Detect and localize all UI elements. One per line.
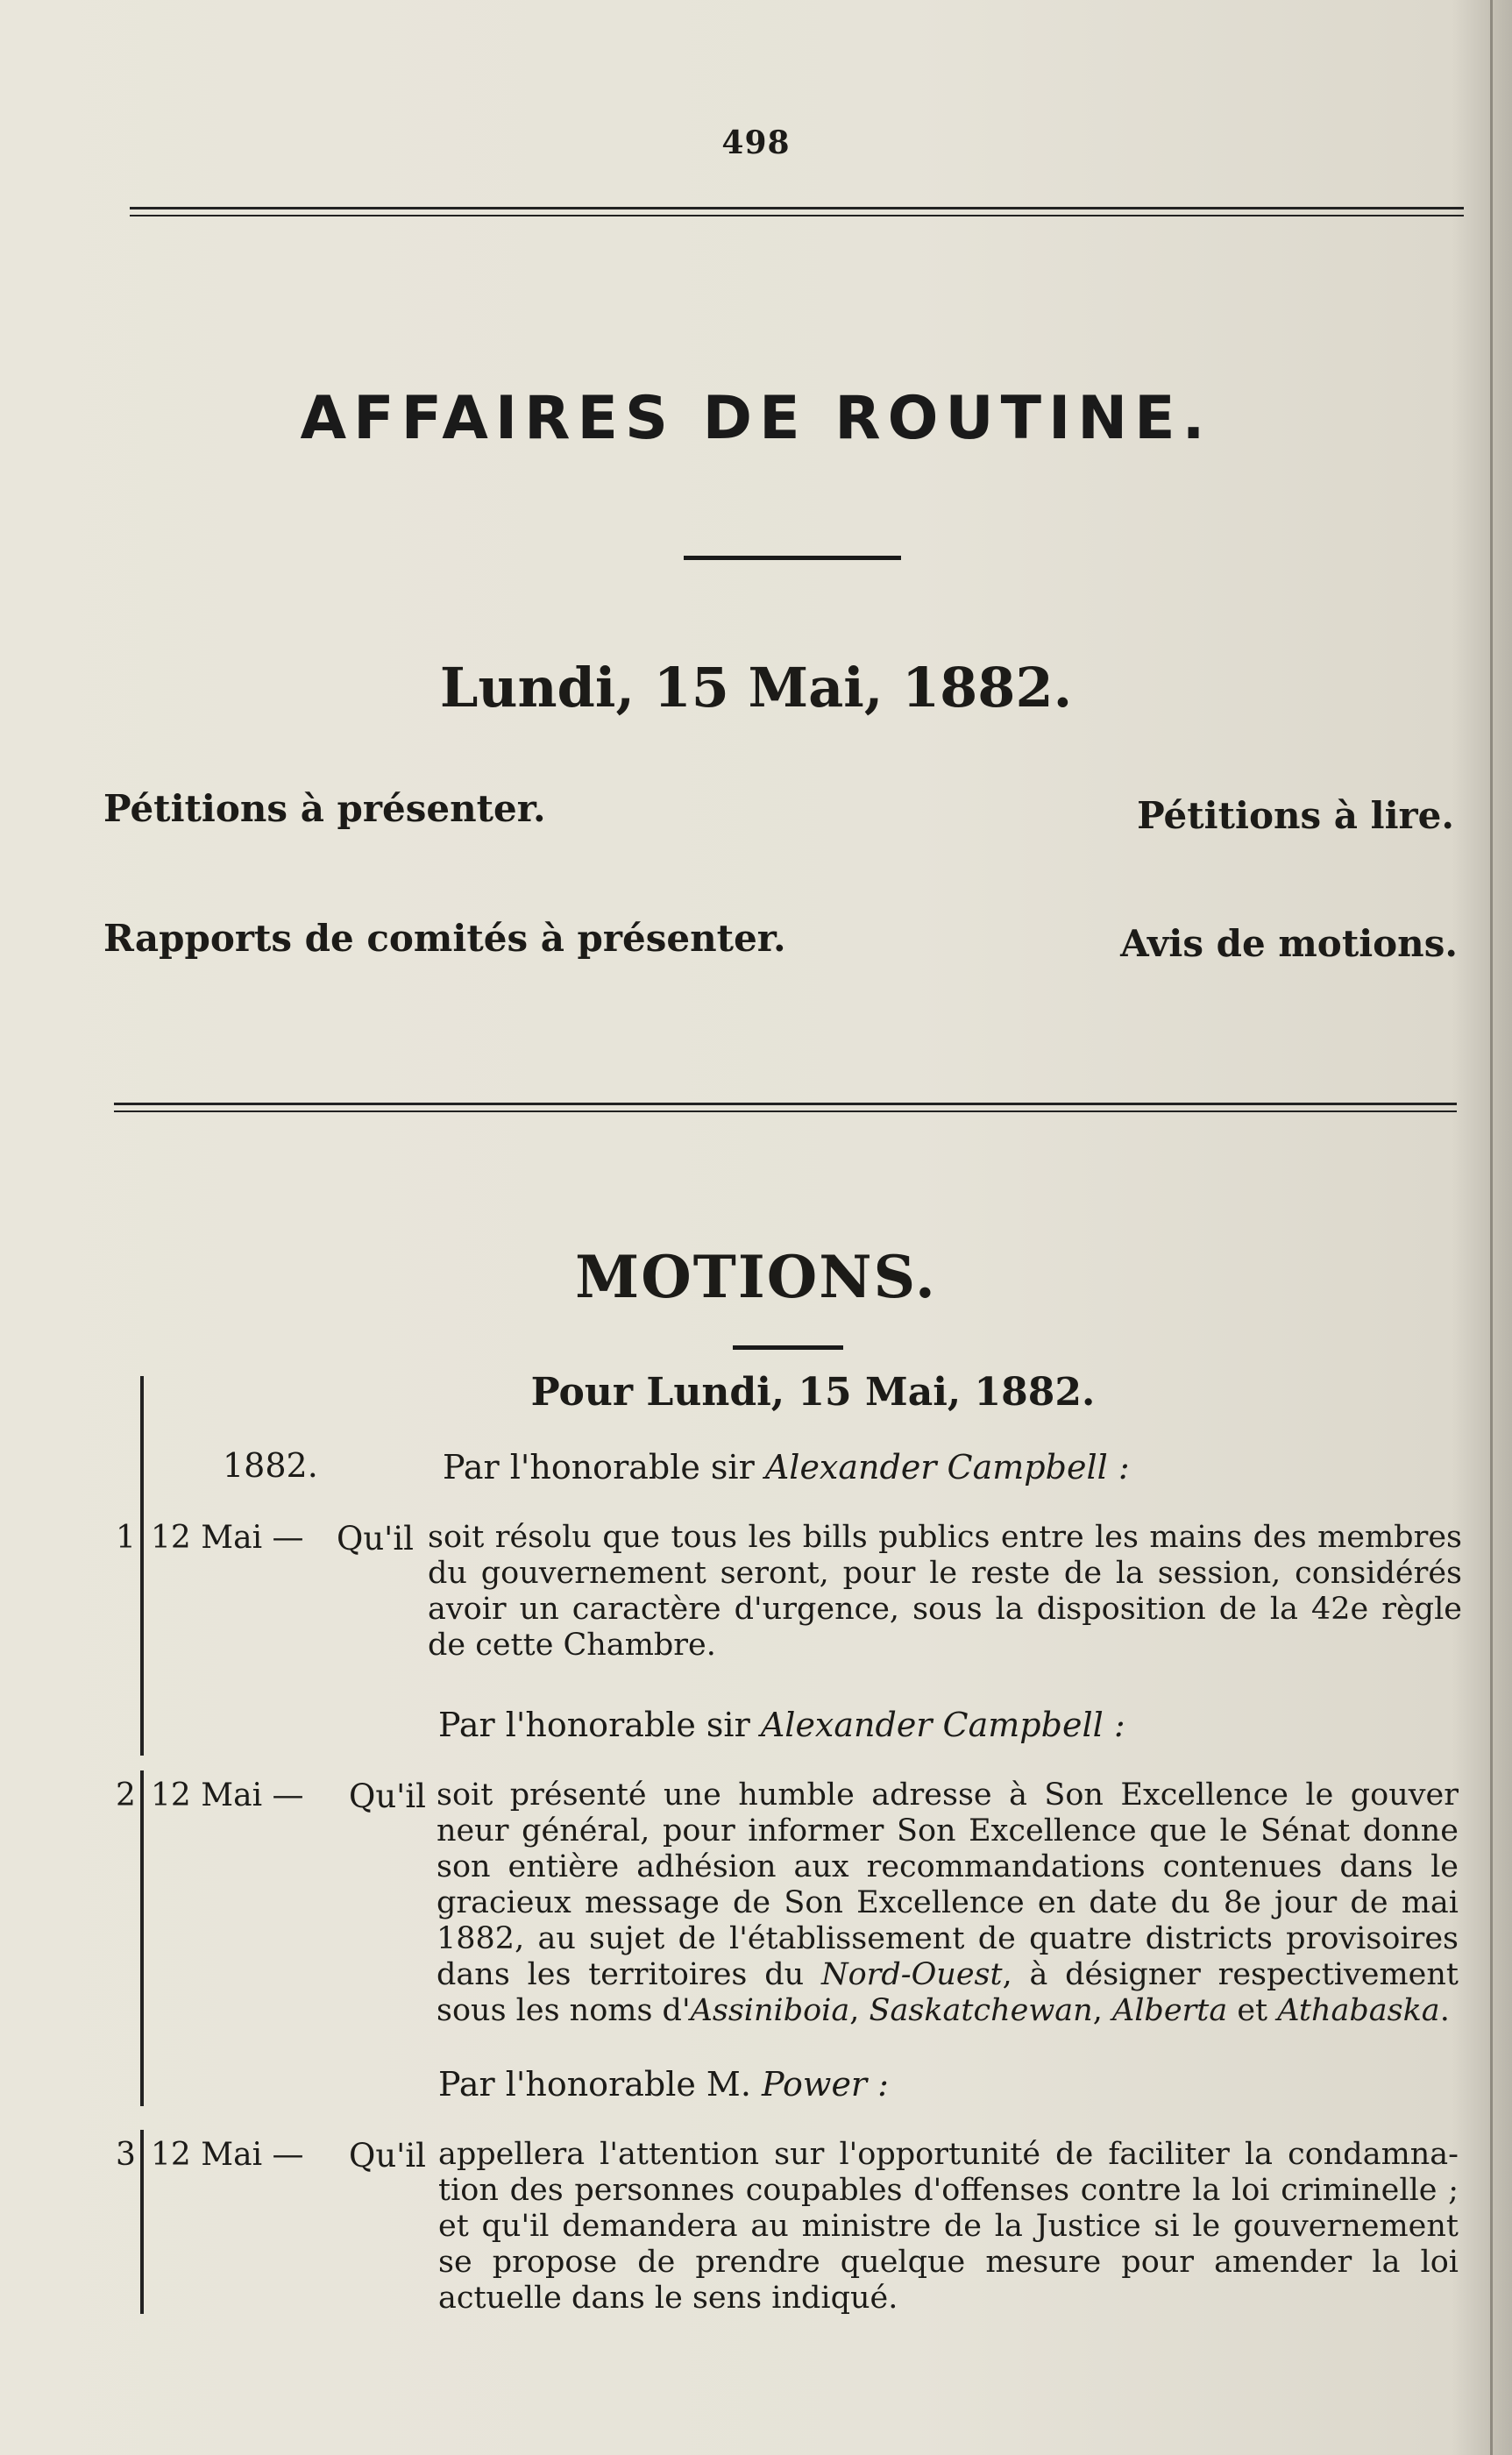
margin-rule-2 [140, 1770, 144, 2106]
motion-1-date: 12 Mai — [151, 1520, 304, 1556]
motion-3-number: 3 [116, 2137, 136, 2173]
motion-1-number: 1 [116, 1520, 136, 1556]
notices-label: Avis de motions. [1120, 922, 1458, 965]
motion-3-date: 12 Mai — [151, 2137, 304, 2173]
page-spine-edge [1490, 0, 1493, 2455]
motions-subtitle: Pour Lundi, 15 Mai, 1882. [530, 1370, 1096, 1415]
margin-rule-1 [140, 1376, 144, 1756]
motion-1-mover: Par l'honorable sir Alexander Campbell : [443, 1448, 1130, 1486]
text-line: avoir un caractère d'urgence, sous la disposition de la 42e règle [428, 1592, 1462, 1627]
text-line: appellera l'attention sur l'opportunité de faciliter la condamna- [438, 2137, 1459, 2172]
reports-present-label: Rapports de comités à présenter. [103, 917, 786, 960]
text-line: tion des personnes coupables d'offenses contre la loi criminelle ; [438, 2173, 1459, 2208]
motion-1-text [428, 1520, 1462, 1664]
text-line: sous les noms d'Assiniboia, Saskatchewan, Alberta et Athabaska. [437, 1993, 1450, 2028]
motion-2-lead: Qu'il [349, 1777, 427, 1815]
top-double-rule [130, 207, 1464, 216]
middle-double-rule [114, 1103, 1457, 1112]
motion-2-mover: Par l'honorable sir Alexander Campbell : [438, 1706, 1125, 1744]
petitions-read-label: Pétitions à lire. [1137, 794, 1454, 837]
motion-2-date: 12 Mai — [151, 1777, 304, 1813]
text-line: soit présenté une humble adresse à Son Excellence le gouver [437, 1777, 1459, 1813]
text-line: son entière adhésion aux recommandations contenues dans le [437, 1849, 1459, 1884]
motions-title: MOTIONS. [575, 1243, 937, 1311]
motion-3-text [438, 2137, 1459, 2317]
text-line: neur général, pour informer Son Excellence que le Sénat donne [437, 1813, 1459, 1848]
motion-3-lead: Qu'il [349, 2137, 427, 2175]
text-line: 1882, au sujet de l'établissement de quatre districts provisoires [437, 1921, 1459, 1956]
page-number: 498 [721, 124, 791, 161]
date-heading: Lundi, 15 Mai, 1882. [439, 656, 1073, 720]
text-line: et qu'il demandera au ministre de la Justice si le gouvernement [438, 2209, 1459, 2244]
text-line: actuelle dans le sens indiqué. [438, 2281, 898, 2316]
motion-1-lead: Qu'il [337, 1520, 415, 1557]
text-line: de cette Chambre. [428, 1628, 716, 1663]
motion-2-text [437, 1777, 1459, 2029]
petitions-present-label: Pétitions à présenter. [103, 787, 546, 830]
text-line: se propose de prendre quelque mesure pour amender la loi [438, 2245, 1459, 2280]
text-line: gracieux message de Son Excellence en date du 8e jour de mai [437, 1885, 1459, 1920]
motion-3-mover: Par l'honorable M. Power : [438, 2065, 889, 2104]
year-label: 1882. [223, 1446, 318, 1485]
routine-heading: AFFAIRES DE ROUTINE. [300, 384, 1212, 453]
motion-2-number: 2 [116, 1777, 136, 1813]
text-line: du gouvernement seront, pour le reste de la session, considérés [428, 1556, 1462, 1591]
heading-rule [684, 556, 901, 560]
text-line: soit résolu que tous les bills publics entre les mains des membres [428, 1520, 1462, 1555]
margin-rule-3 [140, 2130, 144, 2314]
motions-rule [733, 1345, 843, 1350]
text-line: dans les territoires du Nord-Ouest, à désigner respectivement [437, 1957, 1459, 1992]
